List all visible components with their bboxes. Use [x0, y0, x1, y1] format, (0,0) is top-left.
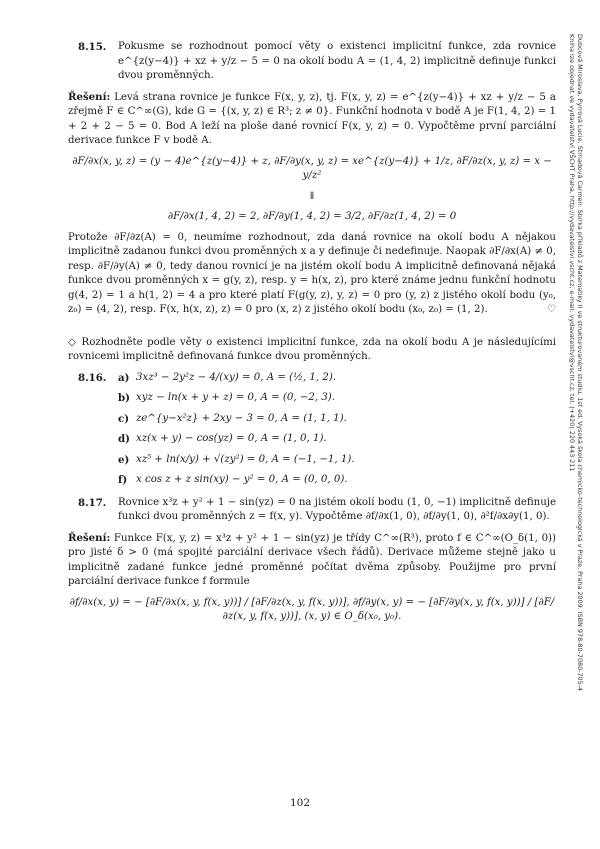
item-expression: x cos z + z sin(xy) − y² = 0, A = (0, 0, 0).	[136, 474, 348, 485]
solution-8-15	[68, 90, 556, 149]
item-label: d)	[118, 433, 130, 445]
list-item	[68, 371, 556, 386]
problem-number: 8.16.	[78, 371, 107, 384]
solution-label: Řešení:	[68, 90, 111, 103]
list-item	[68, 412, 556, 427]
item-expression: xz⁵ + ln(x/y) + √(zy²) = 0, A = (−1, −1, 1).	[136, 453, 355, 465]
item-label: a)	[118, 371, 130, 384]
item-expression: ze^{y−x²z} + 2xy − 3 = 0, A = (1, 1, 1).	[136, 412, 347, 424]
item-expression: xyz − ln(x + y + z) = 0, A = (0, −2, 3).	[136, 392, 336, 403]
solution-conclusion	[68, 231, 556, 318]
problem-8-17	[68, 496, 556, 525]
conclusion-paragraph: Protože ∂F/∂z(A) = 0, neumíme rozhodnout, zda daná rovnice na okolí bodu A nějakou implicitně zadanou funkci dvou proměnných x a y definuje či nedefinuje. Naopak ∂F/∂x(A) ≠ 0, resp. ∂F/∂y(A) ≠ 0, tedy danou rovnicí je na jistém okolí bodu A implicitně definovaná nějaká funkce dvou proměnných x = g(y, z), resp. y = h(x, z), pro které známe jednu funkční hodnotu g(4, 2) = 1 a h(1, 2) = 4 a pro které platí F(g(y, z), y, z) = 0 pro (y, z) z jistého okolí bodu (y₀, z₀) = (4, 2), resp. F(x, h(x, z), z) = 0 pro (x, z) z jistého okolí bodu (x₀, z₀) = (1, 2).	[68, 231, 556, 315]
problem-number: 8.17.	[78, 496, 107, 509]
item-label: b)	[118, 392, 130, 404]
page-number: 102	[289, 797, 311, 809]
problem-text: Rovnice x³z + y² + 1 − sin(yz) = 0 na jistém okolí bodu (1, 0, −1) implicitně definuje funkci dvou proměnných z = f(x, y). Vypočtěme ∂f/∂x(1, 0), ∂f/∂y(1, 0), ∂²f/∂x∂y(1, 0).	[118, 496, 556, 522]
item-label: e)	[118, 453, 130, 466]
solution-8-17	[68, 531, 556, 590]
problem-8-15	[68, 40, 556, 84]
problem-text: Pokusme se rozhodnout pomocí věty o existenci implicitní funkce, zda rovnice e^{z(y−4)} + xz + y/z − 5 = 0 na okolí bodu A = (1, 4, 2) implicitně definuje funkci dvou proměnných.	[118, 41, 556, 81]
item-expression: xz(x + y) − cos(yz) = 0, A = (1, 0, 1).	[136, 433, 327, 444]
solution-paragraph: Levá strana rovnice je funkce F(x, y, z), tj. F(x, y, z) = e^{z(y−4)} + xz + y/z − 5 a zřejmě F ∈ C^∞(G), kde G = {(x, y, z) ∈ R³; z ≠ 0}. Funkční hodnota v bodě A je F(1, 4, 2) = 1 + 2 + 2 − 5 = 0. Bod A leží na ploše dané rovnicí F(x, y, z) = 0. Vypočtěme první parciální derivace funkce F v bodě A.	[68, 91, 556, 146]
exercise-intro: ◇ Rozhodněte podle věty o existenci implicitní funkce, zda na okolí bodu A je následujícími rovnicemi implicitně definovaná funkce dvou proměnných.	[68, 336, 556, 362]
derivatives-equation: ∂F/∂x(x, y, z) = (y − 4)e^{z(y−4)} + z, ∂F/∂y(x, y, z) = xe^{z(y−4)} + 1/z, ∂F/∂z(x, y, z) = x − y/z²	[72, 155, 552, 181]
derivatives-at-point-equation: ∂F/∂x(1, 4, 2) = 2, ∂F/∂y(1, 4, 2) = 3/2, ∂F/∂z(1, 4, 2) = 0	[167, 211, 457, 222]
list-item	[68, 391, 556, 406]
end-of-solution-mark: ♡	[546, 304, 556, 315]
copyright-sidebar	[568, 34, 590, 809]
item-label: c)	[118, 412, 130, 425]
item-label: f)	[118, 474, 128, 486]
solution-paragraph: Funkce F(x, y, z) = x³z + y² + 1 − sin(yz) je třídy C^∞(R³), proto f ∈ C^∞(O_δ(1, 0)) pro jisté δ > 0 (má spojité parciální derivace všech řádů). Derivace můžeme stejně jako u implicitně zadané funkce jedné proměnné počítat dvěma způsoby. Použijme pro první parciální derivace funkce f formule	[68, 532, 556, 587]
list-item	[68, 473, 556, 488]
problem-number: 8.15.	[78, 41, 107, 53]
implies-arrow: ⇓	[307, 190, 317, 202]
ordering-line: Kniha lze objednat ve vydavatelství VŠCHT Praha, http://vydavatelstvi.vscht.cz, e-mail: vydavatelstvi@vscht.cz, tel. (+420) 220 443 211	[568, 34, 576, 472]
problem-8-16	[68, 371, 556, 488]
citation-line: Dubcová Miroslava, Pyrrová Lucie, Strnadová Carmen: Sbírka příkladů z Matematiky II ve strukturovaném studiu, 1st ed. Vysoká škola chemicko-technologická v Praze, Praha 2009. ISBN 978-80-7080-705-4	[576, 34, 584, 692]
copyright-text	[568, 34, 584, 691]
implicit-derivative-formula: ∂f/∂x(x, y) = − [∂F/∂x(x, y, f(x, y))] / [∂F/∂z(x, y, f(x, y))], ∂f/∂y(x, y) = − [∂F/∂y(x, y, f(x, y))] / [∂F/∂z(x, y, f(x, y))], (x, y) ∈ O_δ(x₀, y₀).	[69, 596, 555, 622]
item-expression: 3xz³ − 2y²z − 4/(xy) = 0, A = (½, 1, 2).	[136, 371, 337, 383]
page-content	[68, 40, 556, 631]
list-item	[68, 453, 556, 468]
list-item	[68, 432, 556, 447]
solution-label: Řešení:	[68, 531, 111, 544]
